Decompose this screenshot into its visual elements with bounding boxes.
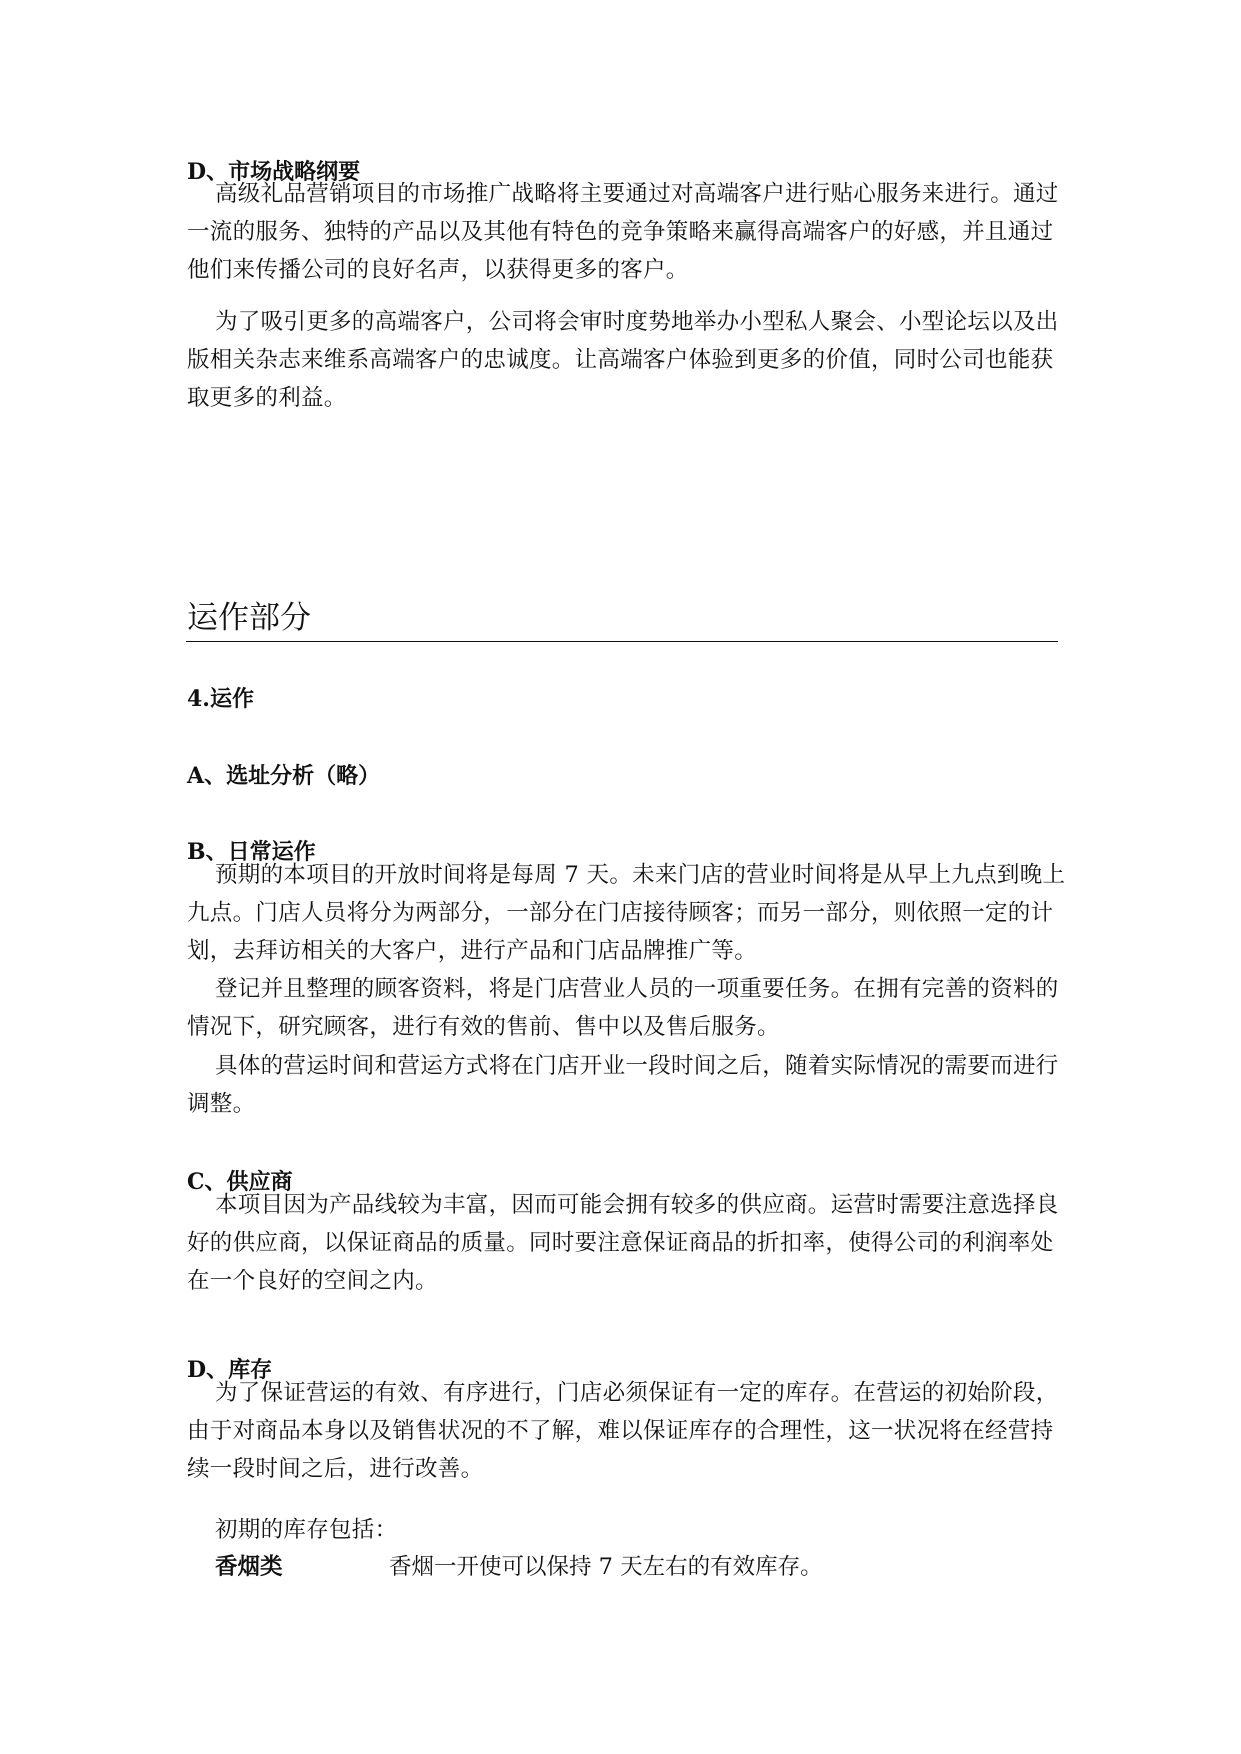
inventory-item-text: 香烟一开使可以保持 7 天左右的有效库存。	[389, 1554, 823, 1580]
site-analysis-heading: A、选址分析（略）	[187, 763, 381, 789]
operations-subtitle: 4.运作	[187, 686, 254, 712]
suppliers-heading: C、供应商	[187, 1169, 293, 1195]
daily-operations-paragraph-2: 登记并且整理的顾客资料，将是门店营业人员的一项重要任务。在拥有完善的资料的情况下，研究顾客，进行有效的售前、售中以及售后服务。	[187, 976, 1059, 1040]
suppliers-paragraph-1: 本项目因为产品线较为丰富，因而可能会拥有较多的供应商。运营时需要注意选择良好的供应商，以保证商品的质量。同时要注意保证商品的折扣率，使得公司的利润率处在一个良好的空间之内。	[187, 1192, 1059, 1294]
market-strategy-paragraph-1: 高级礼品营销项目的市场推广战略将主要通过对高端客户进行贴心服务来进行。通过一流的服务、独特的产品以及其他有特色的竞争策略来赢得高端客户的好感，并且通过他们来传播公司的良好名声，以获得更多的客户。	[187, 181, 1059, 283]
daily-operations-paragraph-3: 具体的营运时间和营运方式将在门店开业一段时间之后，随着实际情况的需要而进行调整。	[187, 1053, 1059, 1117]
market-strategy-heading: D、市场战略纲要	[187, 159, 361, 185]
daily-operations-heading: B、日常运作	[187, 839, 316, 865]
inventory-paragraph-2: 初期的库存包括：	[215, 1517, 398, 1543]
daily-operations-paragraph-1: 预期的本项目的开放时间将是每周 7 天。未来门店的营业时间将是从早上九点到晚上九点。门店人员将分为两部分，一部分在门店接待顾客；而另一部分，则依照一定的计划，去拜访相关的大客户，进行产品和门店品牌推广等。	[187, 862, 1066, 964]
market-strategy-paragraph-2: 为了吸引更多的高端客户，公司将会审时度势地举办小型私人聚会、小型论坛以及出版相关杂志来维系高端客户的忠诚度。让高端客户体验到更多的价值，同时公司也能获取更多的利益。	[187, 309, 1059, 411]
inventory-paragraph-1: 为了保证营运的有效、有序进行，门店必须保证有一定的库存。在营运的初始阶段，由于对商品本身以及销售状况的不了解，难以保证库存的合理性，这一状况将在经营持续一段时间之后，进行改善。	[187, 1380, 1059, 1482]
inventory-item	[187, 1548, 823, 1586]
section-divider	[186, 641, 1058, 642]
inventory-heading: D、库存	[187, 1357, 273, 1383]
inventory-item-label: 香烟类	[215, 1554, 283, 1580]
section-title: 运作部分	[187, 600, 311, 636]
